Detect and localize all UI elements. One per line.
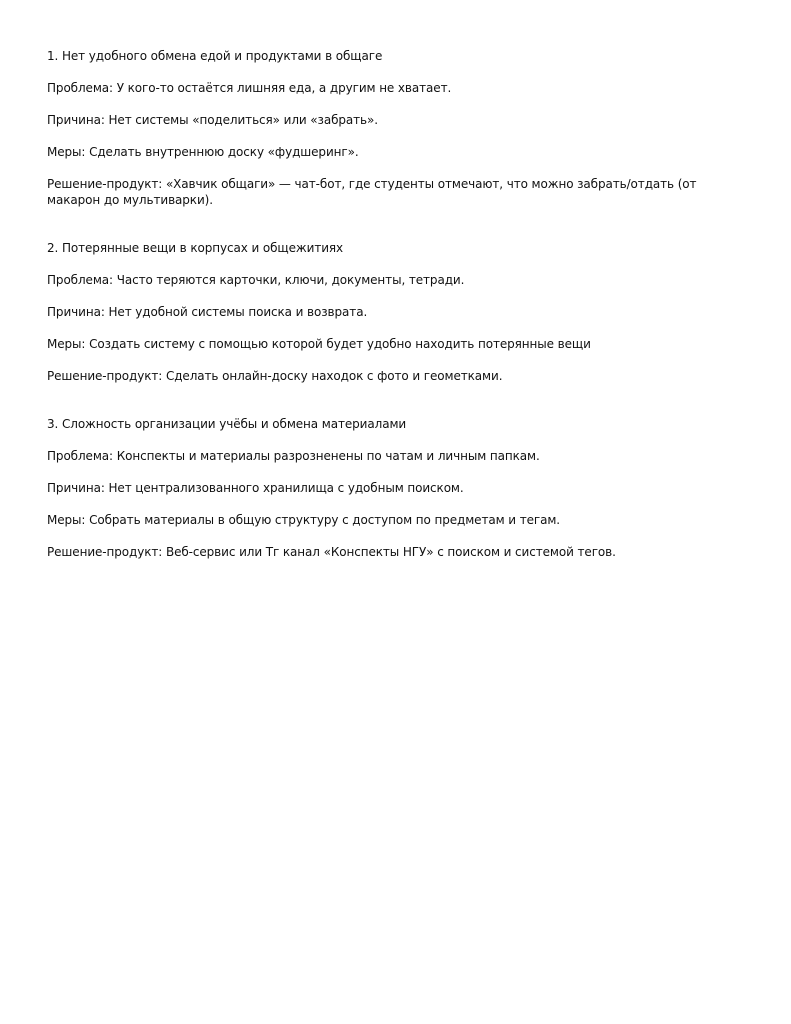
solution-text: Решение-продукт: «Хавчик общаги» — чат-бот, где студенты отмечают, что можно забрать/отдать (от макарон до мультиварки). [47,177,697,207]
section-heading: 1. Нет удобного обмена едой и продуктами в общаге [47,49,383,63]
document-page [47,48,747,592]
problem-text: Проблема: Часто теряются карточки, ключи, документы, тетради. [47,273,465,287]
measures-text: Меры: Сделать внутреннюю доску «фудшеринг». [47,145,359,159]
cause-text: Причина: Нет централизованного хранилища с удобным поиском. [47,481,464,495]
measures-text: Меры: Собрать материалы в общую структуру с доступом по предметам и тегам. [47,513,560,527]
section-heading: 2. Потерянные вещи в корпусах и общежитиях [47,241,344,255]
problem-text: Проблема: У кого-то остаётся лишняя еда, а другим не хватает. [47,81,452,95]
solution-text: Решение-продукт: Веб-сервис или Тг канал «Конспекты НГУ» с поиском и системой тегов. [47,545,616,559]
cause-text: Причина: Нет системы «поделиться» или «забрать». [47,113,378,127]
section-food-exchange [47,48,747,208]
section-heading: 3. Сложность организации учёбы и обмена материалами [47,417,407,431]
solution-text: Решение-продукт: Сделать онлайн-доску находок с фото и геометками. [47,369,503,383]
problem-text: Проблема: Конспекты и материалы разрозненены по чатам и личным папкам. [47,449,540,463]
section-lost-items [47,240,747,384]
section-study-materials [47,416,747,560]
measures-text: Меры: Создать систему с помощью которой будет удобно находить потерянные вещи [47,337,591,351]
cause-text: Причина: Нет удобной системы поиска и возврата. [47,305,368,319]
